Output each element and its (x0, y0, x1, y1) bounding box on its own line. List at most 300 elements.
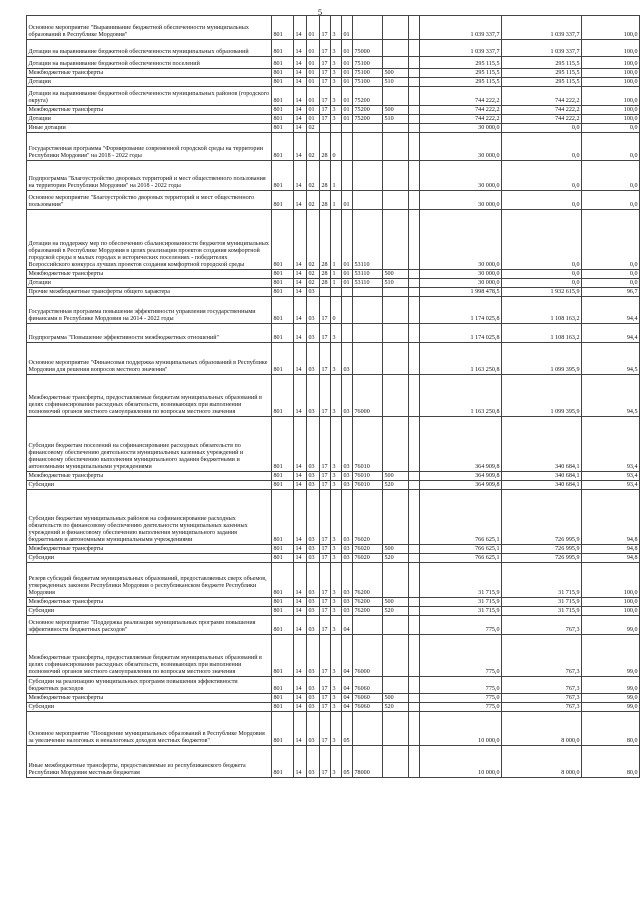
actual-amount-cell: 0,0 (502, 270, 582, 279)
expense-type-cell (383, 324, 409, 343)
plan-amount-cell: 30 000,0 (420, 270, 502, 279)
expense-type-cell: 500 (383, 69, 409, 78)
plan-amount-cell: 1 163 250,8 (420, 375, 502, 417)
subsection-code-cell: 03 (307, 324, 320, 343)
event-code-cell: 03 (342, 545, 353, 554)
section-code-cell: 14 (294, 16, 307, 40)
table-row (27, 607, 640, 616)
subsection-code-cell: 03 (307, 472, 320, 481)
program-code-cell: 28 (320, 161, 331, 191)
execution-percent-cell: 100,0 (582, 106, 640, 115)
table-row (27, 712, 640, 746)
extra-code-cell (409, 40, 420, 57)
subsection-code-cell: 03 (307, 703, 320, 712)
plan-amount-cell: 30 000,0 (420, 210, 502, 270)
execution-percent-cell: 94,8 (582, 545, 640, 554)
plan-amount-cell: 295 115,5 (420, 78, 502, 87)
execution-percent-cell: 94,4 (582, 297, 640, 324)
extra-code-cell (409, 124, 420, 133)
subprogram-code-cell: 3 (331, 635, 342, 677)
execution-percent-cell: 0,0 (582, 161, 640, 191)
event-code-cell: 01 (342, 87, 353, 106)
event-code-cell: 01 (342, 16, 353, 40)
direction-code-cell: 76020 (353, 545, 383, 554)
table-row (27, 324, 640, 343)
subsection-code-cell: 01 (307, 115, 320, 124)
actual-amount-cell: 295 115,5 (502, 57, 582, 69)
execution-percent-cell: 100,0 (582, 607, 640, 616)
execution-percent-cell: 93,4 (582, 481, 640, 490)
row-name-cell: Межбюджетные трансферты (27, 472, 272, 481)
row-name-cell: Основное мероприятие "Финансовая поддержка муниципальных образований в Республике Мордовия для решения вопросов местного значения" (27, 343, 272, 375)
subsection-code-cell: 01 (307, 40, 320, 57)
plan-amount-cell: 364 909,8 (420, 417, 502, 472)
subprogram-code-cell: 3 (331, 554, 342, 563)
execution-percent-cell: 94,4 (582, 324, 640, 343)
plan-amount-cell: 775,0 (420, 616, 502, 635)
ministry-code-cell: 801 (272, 133, 294, 161)
plan-amount-cell: 31 715,9 (420, 598, 502, 607)
subprogram-code-cell: 3 (331, 417, 342, 472)
extra-code-cell (409, 694, 420, 703)
event-code-cell (342, 324, 353, 343)
actual-amount-cell: 767,3 (502, 703, 582, 712)
plan-amount-cell: 1 174 025,8 (420, 324, 502, 343)
extra-code-cell (409, 375, 420, 417)
subprogram-code-cell: 3 (331, 703, 342, 712)
direction-code-cell: 76020 (353, 554, 383, 563)
plan-amount-cell: 744 222,2 (420, 87, 502, 106)
direction-code-cell: 76060 (353, 694, 383, 703)
subsection-code-cell: 03 (307, 554, 320, 563)
actual-amount-cell: 726 995,9 (502, 554, 582, 563)
table-body (27, 16, 640, 778)
subprogram-code-cell: 0 (331, 133, 342, 161)
table-row (27, 124, 640, 133)
plan-amount-cell: 775,0 (420, 703, 502, 712)
actual-amount-cell: 340 684,1 (502, 472, 582, 481)
actual-amount-cell: 8 000,0 (502, 712, 582, 746)
ministry-code-cell: 801 (272, 563, 294, 598)
row-name-cell: Межбюджетные трансферты (27, 598, 272, 607)
row-name-cell: Государственная программа повышения эффективности управления государственными финансами в Республике Мордовия на 2014 - 2022 годы (27, 297, 272, 324)
row-name-cell: Субсидии бюджетам поселений на софинансирование расходных обязательств по финансовому обеспечению деятельности муниципальных казенных учреждений и финансовому обеспечению выполнения муниципального задания бюджетными и автономными муниципальными учреждениями (27, 417, 272, 472)
table-row (27, 288, 640, 297)
expense-type-cell (383, 57, 409, 69)
direction-code-cell: 75000 (353, 40, 383, 57)
plan-amount-cell: 30 000,0 (420, 161, 502, 191)
direction-code-cell (353, 133, 383, 161)
subsection-code-cell: 02 (307, 210, 320, 270)
row-name-cell: Иные межбюджетные трансферты, предоставляемые из республиканского бюджета Республики Мордовия местным бюджетам (27, 746, 272, 778)
program-code-cell: 17 (320, 324, 331, 343)
plan-amount-cell: 1 998 478,5 (420, 288, 502, 297)
extra-code-cell (409, 481, 420, 490)
program-code-cell (320, 288, 331, 297)
table-row (27, 343, 640, 375)
direction-code-cell: 53110 (353, 279, 383, 288)
program-code-cell: 17 (320, 746, 331, 778)
plan-amount-cell: 30 000,0 (420, 279, 502, 288)
subprogram-code-cell: 3 (331, 563, 342, 598)
subsection-code-cell: 02 (307, 270, 320, 279)
row-name-cell: Основное мероприятие "Поощрение муниципальных образований в Республике Мордовия за увеличение налоговых и неналоговых доходов местных бюджетов" (27, 712, 272, 746)
direction-code-cell: 75200 (353, 106, 383, 115)
expense-type-cell (383, 677, 409, 694)
extra-code-cell (409, 87, 420, 106)
plan-amount-cell: 1 174 025,8 (420, 297, 502, 324)
subsection-code-cell: 03 (307, 694, 320, 703)
execution-percent-cell: 100,0 (582, 598, 640, 607)
ministry-code-cell: 801 (272, 694, 294, 703)
ministry-code-cell: 801 (272, 490, 294, 545)
program-code-cell: 17 (320, 115, 331, 124)
program-code-cell: 17 (320, 106, 331, 115)
actual-amount-cell: 0,0 (502, 210, 582, 270)
execution-percent-cell: 94,5 (582, 375, 640, 417)
event-code-cell: 03 (342, 417, 353, 472)
ministry-code-cell: 801 (272, 106, 294, 115)
row-name-cell: Межбюджетные трансферты, предоставляемые бюджетам муниципальных образований в целях софинансирования расходных обязательств, возникающих при выполнении полномочий органов местного самоуправления по вопросам местного значения (27, 375, 272, 417)
plan-amount-cell: 775,0 (420, 635, 502, 677)
execution-percent-cell: 0,0 (582, 191, 640, 210)
table-row (27, 297, 640, 324)
table-row (27, 115, 640, 124)
direction-code-cell (353, 191, 383, 210)
plan-amount-cell: 1 039 337,7 (420, 40, 502, 57)
event-code-cell (342, 297, 353, 324)
section-code-cell: 14 (294, 40, 307, 57)
direction-code-cell: 75100 (353, 78, 383, 87)
section-code-cell: 14 (294, 554, 307, 563)
section-code-cell: 14 (294, 57, 307, 69)
actual-amount-cell: 1 108 163,2 (502, 297, 582, 324)
extra-code-cell (409, 712, 420, 746)
subprogram-code-cell: 3 (331, 472, 342, 481)
plan-amount-cell: 10 000,0 (420, 712, 502, 746)
table-row (27, 481, 640, 490)
execution-percent-cell: 100,0 (582, 40, 640, 57)
actual-amount-cell: 0,0 (502, 124, 582, 133)
subprogram-code-cell: 3 (331, 115, 342, 124)
execution-percent-cell: 100,0 (582, 563, 640, 598)
extra-code-cell (409, 545, 420, 554)
plan-amount-cell: 766 625,1 (420, 490, 502, 545)
extra-code-cell (409, 133, 420, 161)
actual-amount-cell: 295 115,5 (502, 69, 582, 78)
row-name-cell: Дотации на выравнивание бюджетной обеспеченности муниципальных районов (городского округа) (27, 87, 272, 106)
extra-code-cell (409, 616, 420, 635)
event-code-cell: 05 (342, 712, 353, 746)
direction-code-cell (353, 16, 383, 40)
direction-code-cell: 76010 (353, 481, 383, 490)
expense-type-cell (383, 375, 409, 417)
expense-type-cell (383, 746, 409, 778)
row-name-cell: Дотации на выравнивание бюджетной обеспеченности поселений (27, 57, 272, 69)
subprogram-code-cell: 3 (331, 69, 342, 78)
plan-amount-cell: 10 000,0 (420, 746, 502, 778)
actual-amount-cell: 767,3 (502, 616, 582, 635)
execution-percent-cell: 100,0 (582, 16, 640, 40)
event-code-cell (342, 133, 353, 161)
subsection-code-cell: 01 (307, 78, 320, 87)
direction-code-cell (353, 712, 383, 746)
direction-code-cell: 53110 (353, 270, 383, 279)
ministry-code-cell: 801 (272, 375, 294, 417)
table-row (27, 746, 640, 778)
table-row (27, 161, 640, 191)
extra-code-cell (409, 746, 420, 778)
subprogram-code-cell: 3 (331, 106, 342, 115)
actual-amount-cell: 31 715,9 (502, 607, 582, 616)
subsection-code-cell: 02 (307, 161, 320, 191)
expense-type-cell: 520 (383, 554, 409, 563)
subsection-code-cell: 02 (307, 191, 320, 210)
table-row (27, 694, 640, 703)
actual-amount-cell: 744 222,2 (502, 106, 582, 115)
section-code-cell: 14 (294, 481, 307, 490)
program-code-cell: 28 (320, 191, 331, 210)
direction-code-cell: 75100 (353, 69, 383, 78)
program-code-cell: 17 (320, 87, 331, 106)
program-code-cell: 17 (320, 40, 331, 57)
subprogram-code-cell: 3 (331, 694, 342, 703)
expense-type-cell (383, 490, 409, 545)
extra-code-cell (409, 472, 420, 481)
event-code-cell: 01 (342, 191, 353, 210)
direction-code-cell: 76010 (353, 417, 383, 472)
program-code-cell: 17 (320, 375, 331, 417)
plan-amount-cell: 364 909,8 (420, 481, 502, 490)
event-code-cell: 03 (342, 607, 353, 616)
expense-type-cell (383, 191, 409, 210)
execution-percent-cell: 93,4 (582, 472, 640, 481)
actual-amount-cell: 744 222,2 (502, 87, 582, 106)
subsection-code-cell: 03 (307, 598, 320, 607)
subprogram-code-cell: 3 (331, 598, 342, 607)
extra-code-cell (409, 191, 420, 210)
ministry-code-cell: 801 (272, 703, 294, 712)
row-name-cell: Субсидии (27, 607, 272, 616)
event-code-cell: 03 (342, 563, 353, 598)
ministry-code-cell: 801 (272, 677, 294, 694)
expense-type-cell (383, 40, 409, 57)
row-name-cell: Государственная программа "Формирование современной городской среды на территории Республики Мордовия" на 2018 - 2022 годы (27, 133, 272, 161)
section-code-cell: 14 (294, 375, 307, 417)
section-code-cell: 14 (294, 297, 307, 324)
event-code-cell: 03 (342, 472, 353, 481)
extra-code-cell (409, 78, 420, 87)
extra-code-cell (409, 210, 420, 270)
section-code-cell: 14 (294, 343, 307, 375)
direction-code-cell: 76200 (353, 598, 383, 607)
extra-code-cell (409, 69, 420, 78)
direction-code-cell: 76010 (353, 472, 383, 481)
budget-execution-table (26, 15, 640, 778)
extra-code-cell (409, 490, 420, 545)
row-name-cell: Дотации (27, 78, 272, 87)
program-code-cell: 17 (320, 297, 331, 324)
program-code-cell: 17 (320, 69, 331, 78)
execution-percent-cell: 99,0 (582, 677, 640, 694)
subsection-code-cell: 03 (307, 746, 320, 778)
subsection-code-cell: 03 (307, 417, 320, 472)
ministry-code-cell: 801 (272, 40, 294, 57)
ministry-code-cell: 801 (272, 481, 294, 490)
extra-code-cell (409, 324, 420, 343)
subsection-code-cell: 03 (307, 481, 320, 490)
extra-code-cell (409, 343, 420, 375)
actual-amount-cell: 1 099 395,9 (502, 375, 582, 417)
actual-amount-cell: 31 715,9 (502, 598, 582, 607)
subsection-code-cell: 03 (307, 375, 320, 417)
extra-code-cell (409, 598, 420, 607)
ministry-code-cell: 801 (272, 297, 294, 324)
actual-amount-cell: 1 039 337,7 (502, 40, 582, 57)
event-code-cell: 01 (342, 279, 353, 288)
table-row (27, 16, 640, 40)
direction-code-cell (353, 343, 383, 375)
expense-type-cell: 520 (383, 607, 409, 616)
table-row (27, 472, 640, 481)
execution-percent-cell: 99,0 (582, 635, 640, 677)
direction-code-cell: 75100 (353, 57, 383, 69)
table-row (27, 57, 640, 69)
subprogram-code-cell: 1 (331, 161, 342, 191)
section-code-cell: 14 (294, 288, 307, 297)
actual-amount-cell: 1 932 615,9 (502, 288, 582, 297)
ministry-code-cell: 801 (272, 124, 294, 133)
table-row (27, 563, 640, 598)
direction-code-cell (353, 324, 383, 343)
expense-type-cell: 510 (383, 78, 409, 87)
subprogram-code-cell: 3 (331, 16, 342, 40)
subprogram-code-cell: 1 (331, 191, 342, 210)
plan-amount-cell: 30 000,0 (420, 124, 502, 133)
program-code-cell: 17 (320, 598, 331, 607)
expense-type-cell (383, 16, 409, 40)
row-name-cell: Дотации (27, 115, 272, 124)
row-name-cell: Дотации на выравнивание бюджетной обеспеченности муниципальных образований (27, 40, 272, 57)
expense-type-cell (383, 210, 409, 270)
ministry-code-cell: 801 (272, 554, 294, 563)
program-code-cell: 17 (320, 694, 331, 703)
section-code-cell: 14 (294, 279, 307, 288)
section-code-cell: 14 (294, 106, 307, 115)
section-code-cell: 14 (294, 133, 307, 161)
expense-type-cell (383, 124, 409, 133)
ministry-code-cell: 801 (272, 161, 294, 191)
ministry-code-cell: 801 (272, 324, 294, 343)
subprogram-code-cell: 3 (331, 78, 342, 87)
expense-type-cell (383, 161, 409, 191)
table-row (27, 545, 640, 554)
ministry-code-cell: 801 (272, 417, 294, 472)
execution-percent-cell: 94,5 (582, 343, 640, 375)
event-code-cell: 05 (342, 746, 353, 778)
ministry-code-cell: 801 (272, 87, 294, 106)
actual-amount-cell: 1 099 395,9 (502, 343, 582, 375)
extra-code-cell (409, 677, 420, 694)
execution-percent-cell: 94,8 (582, 554, 640, 563)
row-name-cell: Субсидии бюджетам муниципальных районов на софинансирование расходных обязательств по финансовому обеспечению деятельности муниципальных казенных учреждений и финансовому обеспечению выполнения муниципального задания бюджетными и автономными муниципальными учреждениями (27, 490, 272, 545)
program-code-cell: 17 (320, 712, 331, 746)
section-code-cell: 14 (294, 635, 307, 677)
event-code-cell: 01 (342, 69, 353, 78)
subprogram-code-cell: 3 (331, 712, 342, 746)
plan-amount-cell: 775,0 (420, 677, 502, 694)
ministry-code-cell: 801 (272, 210, 294, 270)
extra-code-cell (409, 635, 420, 677)
row-name-cell: Межбюджетные трансферты (27, 694, 272, 703)
subsection-code-cell: 02 (307, 133, 320, 161)
event-code-cell: 03 (342, 481, 353, 490)
event-code-cell: 04 (342, 635, 353, 677)
ministry-code-cell: 801 (272, 343, 294, 375)
event-code-cell (342, 124, 353, 133)
event-code-cell: 01 (342, 40, 353, 57)
row-name-cell: Резерв субсидий бюджетам муниципальных образований, предоставляемых сверх объемов, утвержденных законом Республики Мордовия о республиканском бюджете Республики Мордовия (27, 563, 272, 598)
row-name-cell: Подпрограмма "Благоустройство дворовых территорий и мест общественного пользования на территории Республики Мордовия" на 2018 - 2022 годы (27, 161, 272, 191)
extra-code-cell (409, 417, 420, 472)
expense-type-cell (383, 616, 409, 635)
table-row (27, 598, 640, 607)
direction-code-cell (353, 161, 383, 191)
section-code-cell: 14 (294, 746, 307, 778)
execution-percent-cell: 100,0 (582, 57, 640, 69)
expense-type-cell: 520 (383, 481, 409, 490)
execution-percent-cell: 99,0 (582, 694, 640, 703)
row-name-cell: Основное мероприятие "Выравнивание бюджетной обеспеченности муниципальных образований в Республике Мордовия" (27, 16, 272, 40)
event-code-cell: 03 (342, 343, 353, 375)
subprogram-code-cell: 3 (331, 490, 342, 545)
section-code-cell: 14 (294, 161, 307, 191)
row-name-cell: Субсидии (27, 554, 272, 563)
program-code-cell: 17 (320, 343, 331, 375)
program-code-cell: 17 (320, 545, 331, 554)
subsection-code-cell: 02 (307, 279, 320, 288)
section-code-cell: 14 (294, 607, 307, 616)
row-name-cell: Прочие межбюджетные трансферты общего характера (27, 288, 272, 297)
actual-amount-cell: 295 115,5 (502, 78, 582, 87)
actual-amount-cell: 767,3 (502, 677, 582, 694)
direction-code-cell (353, 124, 383, 133)
expense-type-cell (383, 133, 409, 161)
table-row (27, 635, 640, 677)
event-code-cell: 04 (342, 703, 353, 712)
event-code-cell: 04 (342, 616, 353, 635)
direction-code-cell: 76000 (353, 375, 383, 417)
table-row (27, 616, 640, 635)
program-code-cell: 17 (320, 554, 331, 563)
expense-type-cell (383, 712, 409, 746)
event-code-cell: 03 (342, 554, 353, 563)
subsection-code-cell: 03 (307, 635, 320, 677)
subsection-code-cell: 03 (307, 288, 320, 297)
direction-code-cell: 76200 (353, 607, 383, 616)
expense-type-cell: 500 (383, 694, 409, 703)
direction-code-cell (353, 297, 383, 324)
actual-amount-cell: 0,0 (502, 161, 582, 191)
subprogram-code-cell: 3 (331, 375, 342, 417)
subprogram-code-cell: 3 (331, 677, 342, 694)
event-code-cell: 03 (342, 598, 353, 607)
program-code-cell: 28 (320, 210, 331, 270)
subsection-code-cell: 01 (307, 87, 320, 106)
ministry-code-cell: 801 (272, 635, 294, 677)
event-code-cell: 01 (342, 270, 353, 279)
actual-amount-cell: 744 222,2 (502, 115, 582, 124)
